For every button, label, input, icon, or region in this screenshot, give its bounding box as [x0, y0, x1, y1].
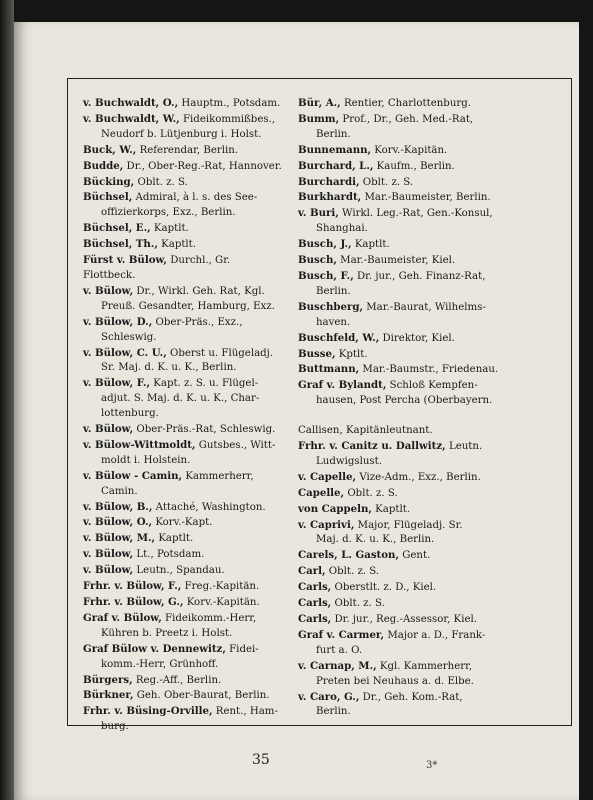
entry-line — [298, 237, 560, 253]
entry-line — [298, 486, 560, 502]
entry-name: Carls, — [298, 581, 332, 594]
entry-name: Frhr. v. Bülow, G., — [83, 596, 184, 608]
entry-line — [298, 112, 560, 128]
entry-details: Durchl., Gr. Flottbeck. — [83, 255, 231, 281]
entry-details: Lt., Potsdam. — [133, 549, 205, 561]
entry-continuation: komm.-Herr, Grünhoff. — [101, 658, 219, 670]
entry-details: Freg.-Kapitän. — [181, 581, 260, 593]
entry-line — [83, 595, 283, 611]
entry-continuation: furt a. O. — [316, 644, 363, 656]
right-column — [298, 96, 560, 720]
entry-details: Kapt. z. S. u. Flügel- — [150, 378, 259, 390]
entry-details: Mar.-Baurat, Wilhelms- — [363, 301, 486, 313]
entry-name: Carls, — [298, 597, 332, 610]
entry-line — [83, 221, 283, 237]
entry-details: Dr., Ober-Reg.-Rat, Hannover. — [123, 160, 282, 172]
entry-line — [83, 190, 283, 206]
entry-details: Fideikommißbes., — [179, 113, 276, 125]
entry-line — [298, 300, 560, 316]
entry-line — [298, 612, 560, 628]
entry-name: Graf v. Carmer, — [298, 628, 385, 641]
entry-details: Kptlt. — [335, 348, 368, 360]
entry-line — [83, 143, 283, 159]
entry-details: Oblt. z. S. — [344, 487, 398, 499]
entry-line — [298, 159, 560, 175]
entry-continuation: Berlin. — [316, 706, 351, 718]
entry-line — [298, 470, 560, 486]
entry-name: Bücking, — [83, 175, 135, 188]
entry-line — [298, 378, 560, 394]
entry-name: v. Bülow, — [83, 564, 134, 577]
entry-line — [298, 269, 560, 285]
entry-details: Korv.-Kapitän. — [371, 144, 448, 156]
entry-name: Frhr. v. Büsing-Orville, — [83, 705, 213, 718]
entry-line — [298, 628, 560, 644]
entry-name: v. Bülow, — [83, 284, 134, 297]
entry-line — [298, 564, 560, 580]
entry-details: Leutn., Spandau. — [133, 565, 225, 577]
entry-continuation: moldt i. Holstein. — [101, 454, 191, 466]
entry-line — [83, 688, 283, 704]
entry-name: Frhr. v. Bülow, F., — [83, 580, 182, 593]
entry-continuation: Kühren b. Preetz i. Holst. — [101, 627, 233, 639]
entry-details: Kaptlt. — [157, 239, 197, 251]
entry-name: v. Bülow, — [83, 423, 134, 436]
entry-line — [83, 704, 283, 720]
entry-line — [83, 237, 283, 253]
page-number: 35 — [252, 752, 270, 768]
entry-details: Ober-Präs., Exz., — [152, 316, 243, 328]
entry-line — [83, 642, 283, 658]
entry-details: Dr., Wirkl. Geh. Rat, Kgl. — [133, 285, 265, 297]
entry-line — [83, 253, 283, 284]
entry-continuation: lottenburg. — [101, 408, 159, 420]
entry-name: Büchsel, — [83, 191, 133, 204]
entry-name: v. Bülow-Wittmoldt, — [83, 438, 196, 451]
entry-continuation: haven. — [316, 316, 351, 328]
entry-continuation: hausen, Post Percha (Oberbayern. — [316, 395, 493, 407]
entry-line — [298, 206, 560, 222]
entry-name: v. Capelle, — [298, 470, 357, 483]
entry-details: Oberstlt. z. D., Kiel. — [331, 582, 437, 594]
entry-line — [298, 331, 560, 347]
entry-details: Dr. jur., Geh. Finanz-Rat, — [353, 270, 486, 282]
entry-details: Kammerherr, — [182, 470, 254, 482]
entry-line — [83, 175, 283, 191]
entry-details: Referendar, Berlin. — [136, 144, 239, 156]
entry-details: Oblt. z. S. — [331, 598, 385, 610]
entry-name: Carl, — [298, 565, 326, 578]
entry-line — [298, 347, 560, 363]
entry-line — [83, 159, 283, 175]
entry-details: Wirkl. Leg.-Rat, Gen.-Konsul, — [338, 208, 493, 220]
entry-continuation: Neudorf b. Lütjenburg i. Holst. — [101, 128, 262, 140]
entry-line — [83, 96, 283, 112]
entry-continuation: Ludwigslust. — [316, 455, 382, 467]
entry-name: Busse, — [298, 347, 336, 360]
entry-line — [83, 579, 283, 595]
entry-details: Oblt. z. S. — [325, 566, 380, 578]
entry-continuation: Camin. — [101, 485, 138, 497]
entry-line — [83, 500, 283, 516]
entry-name: v. Caprivi, — [298, 518, 355, 531]
entry-line — [83, 112, 283, 128]
entry-name: Büchsel, Th., — [83, 238, 158, 251]
entry-line — [298, 659, 560, 675]
entry-details: Ober-Präs.-Rat, Schleswig. — [133, 424, 276, 436]
entry-details: Oblt. z. S. — [134, 176, 188, 188]
entry-line — [298, 580, 560, 596]
entry-line — [83, 515, 283, 531]
entry-line — [298, 518, 560, 534]
entry-line — [298, 175, 560, 191]
entry-line — [83, 469, 283, 485]
entry-details: Major, Flügeladj. Sr. — [354, 519, 463, 531]
entry-line — [83, 531, 283, 547]
scan-top-border — [0, 0, 593, 22]
entry-name: Büchsel, E., — [83, 222, 151, 235]
entry-line — [83, 422, 283, 438]
entry-name: Graf v. Bülow, — [83, 611, 162, 624]
entry-details: Kaptlt. — [155, 533, 194, 545]
entry-details: Major a. D., Frank- — [384, 629, 486, 641]
entry-continuation: Preuß. Gesandter, Hamburg, Exz. — [101, 300, 275, 312]
entry-line — [83, 315, 283, 331]
entry-continuation: burg. — [101, 721, 129, 733]
entry-details: Leutn. — [445, 441, 483, 453]
entry-name: Capelle, — [298, 486, 345, 499]
entry-name: v. Bülow, F., — [83, 377, 151, 390]
entry-name: Buttmann, — [298, 363, 360, 376]
entry-details: Mar.-Baumeister, Berlin. — [361, 192, 491, 204]
left-column — [83, 96, 283, 735]
entry-name: Graf v. Bylandt, — [298, 379, 387, 392]
entry-name: v. Bülow, B., — [83, 500, 153, 513]
entry-name: Busch, — [298, 254, 337, 267]
entry-line — [298, 143, 560, 159]
entry-details: Kgl. Kammerherr, — [376, 660, 473, 672]
entry-line — [298, 439, 560, 455]
entry-name: Burchardi, — [298, 175, 360, 188]
entry-name: Carels, L. Gaston, — [298, 549, 400, 562]
entry-details: Admiral, à l. s. des See- — [132, 192, 258, 204]
entry-continuation: adjut. S. Maj. d. K. u. K., Char- — [101, 393, 260, 405]
signature-mark: 3* — [426, 760, 438, 771]
entry-line — [83, 611, 283, 627]
entry-details: Hauptm., Potsdam. — [178, 98, 281, 109]
entry-name: v. Buri, — [298, 207, 339, 220]
entry-name: Bürkner, — [83, 689, 134, 702]
entry-line — [83, 673, 283, 689]
entry-line — [298, 548, 560, 564]
entry-name: Busch, F., — [298, 269, 354, 282]
entry-name: Fürst v. Bülow, — [83, 254, 167, 267]
entry-details: Vize-Adm., Exz., Berlin. — [356, 471, 481, 483]
entry-details: Fideikomm.-Herr, — [161, 612, 257, 624]
entry-name: Bürgers, — [83, 673, 133, 686]
entry-line — [83, 547, 283, 563]
entry-continuation: Preten bei Neuhaus a. d. Elbe. — [316, 675, 474, 687]
entry-details: Mar.-Baumeister, Kiel. — [336, 255, 456, 267]
entry-name: v. Bülow, C. U., — [83, 346, 167, 359]
entry-name: Bür, A., — [298, 97, 341, 109]
entry-details: Korv.-Kapitän. — [183, 597, 260, 608]
entry-line — [298, 423, 560, 439]
entry-details: Oberst u. Flügeladj. — [166, 347, 274, 359]
entry-details: Rentier, Charlottenburg. — [340, 98, 472, 109]
entry-name: Bumm, — [298, 112, 340, 125]
entry-continuation: Berlin. — [316, 128, 351, 140]
entry-name: Frhr. v. Canitz u. Dallwitz, — [298, 440, 446, 453]
entry-line — [83, 438, 283, 454]
book-spine-edge — [0, 0, 14, 800]
entry-name: v. Buchwaldt, O., — [83, 97, 179, 109]
entry-details: Direktor, Kiel. — [379, 332, 455, 344]
entry-line — [298, 96, 560, 112]
entry-name: v. Bülow, O., — [83, 516, 153, 529]
entry-details: Reg.-Aff., Berlin. — [132, 674, 222, 686]
entry-details: Rent., Ham- — [212, 706, 278, 718]
entry-name: Buck, W., — [83, 143, 137, 156]
entry-details: Geh. Ober-Baurat, Berlin. — [133, 690, 270, 702]
entry-line — [298, 596, 560, 612]
entry-details: Gent. — [399, 550, 431, 562]
entry-name: v. Carnap, M., — [298, 659, 377, 672]
entry-name: Buschberg, — [298, 300, 364, 313]
entry-name: v. Bülow, D., — [83, 315, 153, 328]
entry-details: Callisen, Kapitänleutnant. — [298, 425, 433, 437]
entry-line — [298, 253, 560, 269]
section-gap — [298, 409, 560, 423]
scan-right-border — [579, 0, 593, 800]
entry-details: Mar.-Baumstr., Friedenau. — [359, 364, 499, 376]
entry-details: Fidei- — [225, 643, 259, 655]
entry-line — [298, 190, 560, 206]
entry-line — [298, 690, 560, 706]
entry-name: v. Buchwaldt, W., — [83, 112, 180, 125]
entry-details: Schloß Kempfen- — [386, 380, 478, 392]
entry-name: v. Bülow, — [83, 548, 134, 561]
entry-line — [83, 563, 283, 579]
entry-details: Attaché, Washington. — [152, 501, 266, 513]
entry-continuation: Shanghai. — [316, 223, 368, 235]
entry-details: Kaptlt. — [371, 503, 411, 515]
entry-details: Dr. jur., Reg.-Assessor, Kiel. — [331, 614, 478, 625]
entry-name: Burchard, L., — [298, 159, 374, 172]
entry-details: Kaptlt. — [351, 239, 390, 251]
entry-line — [298, 502, 560, 518]
entry-line — [83, 284, 283, 300]
entry-name: Burkhardt, — [298, 191, 362, 204]
entry-name: Buschfeld, W., — [298, 331, 380, 344]
entry-name: von Cappeln, — [298, 502, 372, 515]
entry-name: Budde, — [83, 159, 124, 172]
entry-name: v. Bülow - Camin, — [83, 469, 183, 482]
entry-details: Kaptlt. — [150, 223, 189, 235]
entry-details: Korv.-Kapt. — [152, 517, 213, 529]
entry-line — [298, 362, 560, 378]
entry-name: Bunnemann, — [298, 143, 372, 156]
entry-details: Kaufm., Berlin. — [373, 160, 455, 172]
entry-continuation: offizierkorps, Exz., Berlin. — [101, 207, 236, 219]
entry-details: Oblt. z. S. — [359, 176, 414, 188]
entry-continuation: Berlin. — [316, 285, 351, 297]
entry-line — [83, 346, 283, 362]
entry-name: Graf Bülow v. Dennewitz, — [83, 642, 226, 655]
entry-line — [83, 376, 283, 392]
entry-name: v. Bülow, M., — [83, 532, 156, 545]
entry-continuation: Maj. d. K. u. K., Berlin. — [316, 534, 435, 546]
entry-details: Dr., Geh. Kom.-Rat, — [359, 691, 463, 703]
entry-name: Carls, — [298, 613, 332, 625]
entry-details: Prof., Dr., Geh. Med.-Rat, — [339, 113, 474, 125]
entry-continuation: Schleswig. — [101, 331, 157, 343]
entry-name: v. Caro, G., — [298, 690, 360, 703]
entry-details: Gutsbes., Witt- — [195, 439, 276, 451]
entry-continuation: Sr. Maj. d. K. u. K., Berlin. — [101, 362, 237, 374]
entry-name: Busch, J., — [298, 238, 352, 251]
